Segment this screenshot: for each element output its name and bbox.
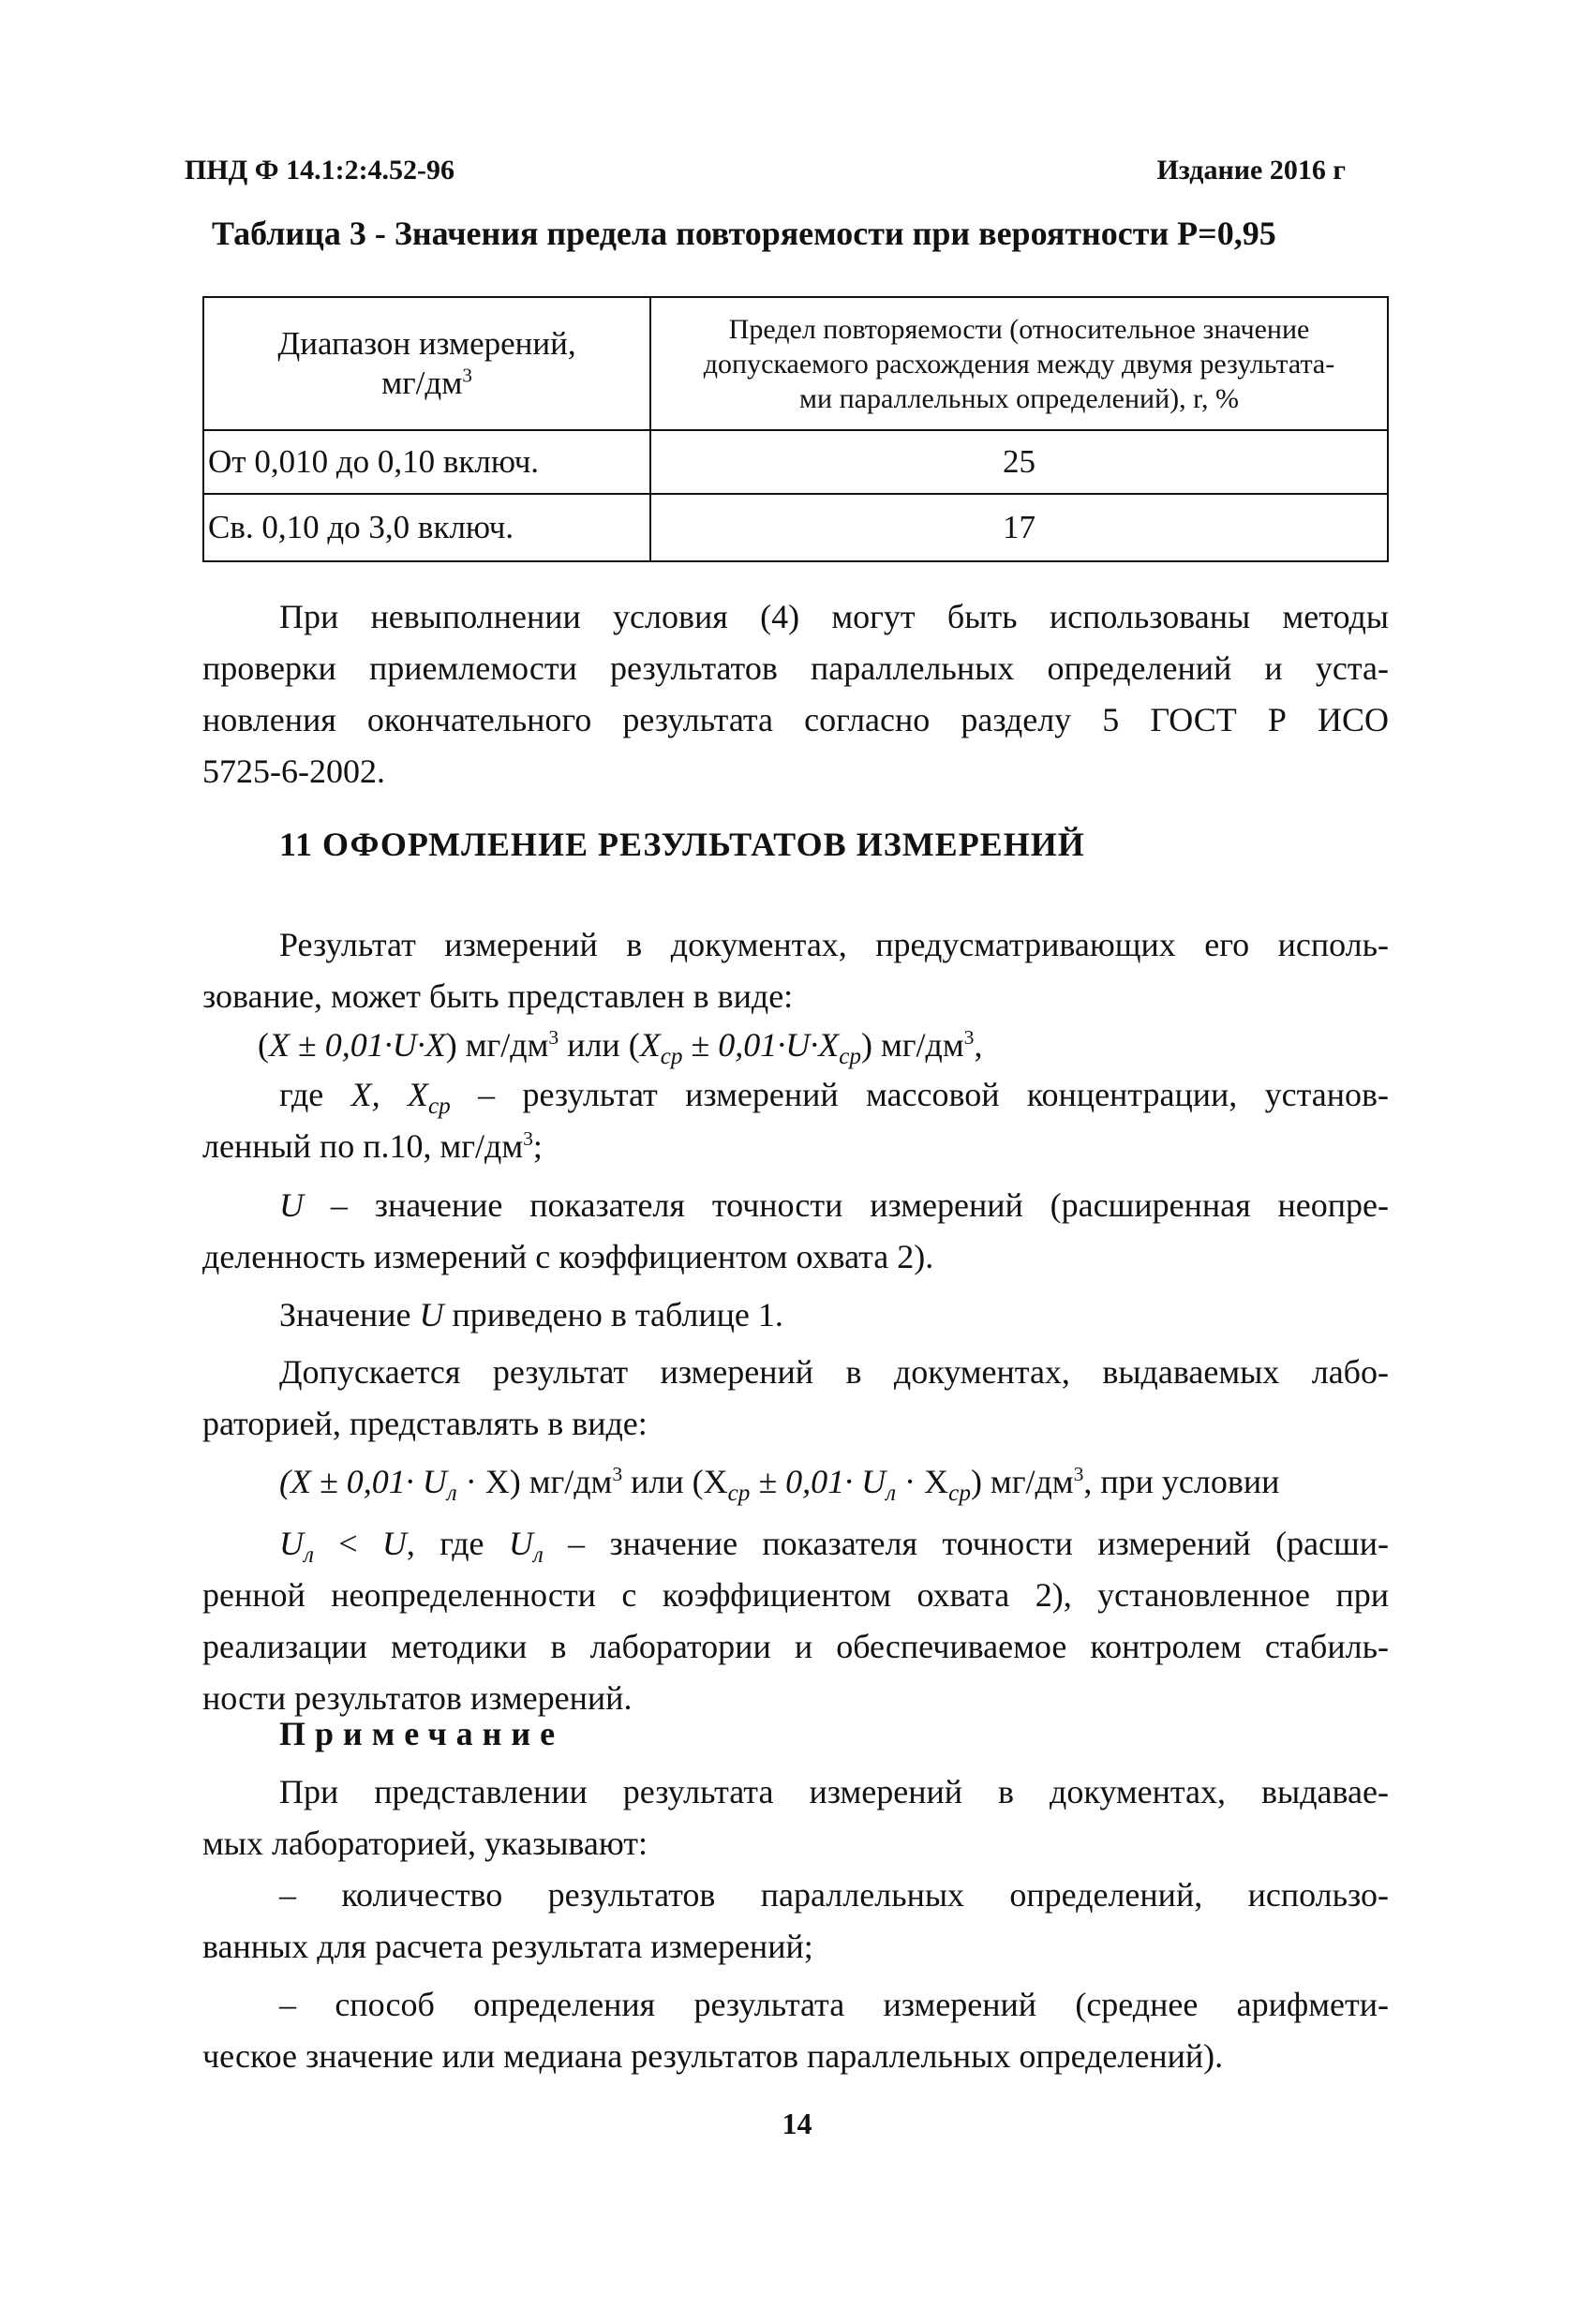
header-limit-line1: Предел повторяемости (относительное значение	[728, 313, 1310, 345]
note-item: – количество результатов параллельных определений, использо-	[279, 1876, 1389, 1914]
note-line: При представлении результата измерений в документах, выдавае-	[279, 1773, 1389, 1810]
table-header-range	[203, 297, 650, 430]
where-line: ленный по п.10, $мг/дм^3$;	[202, 1127, 543, 1165]
note-heading: Примечание	[279, 1715, 565, 1752]
document-code: ПНД Ф 14.1:2:4.52-96	[185, 155, 455, 186]
u-definition-line: деленность измерений с коэффициентом охвата 2).	[202, 1238, 934, 1275]
condition-line: реализации методики в лаборатории и обеспечиваемое контролем стабиль-	[202, 1628, 1389, 1665]
header-range-unit-sup: 3	[462, 364, 472, 387]
allowed-line: раторией, представлять в виде:	[202, 1405, 648, 1442]
condition-line: $U_л < U$, где $U_л$ – значение показателя точности измерений (расши-	[279, 1525, 1389, 1569]
intro-line: При невыполнении условия (4) могут быть использованы методы	[279, 598, 1389, 635]
note-item: ванных для расчета результата измерений;	[202, 1928, 813, 1965]
header-range-line1: Диапазон измерений,	[277, 325, 576, 362]
header-limit-line3: ми параллельных определений), r, %	[799, 382, 1239, 414]
table-cell-value: 25	[650, 430, 1388, 494]
note-item: – способ определения результата измерений (среднее арифмети-	[279, 1986, 1389, 2023]
condition-line: ренной неопределенности с коэффициентом охвата 2), установленное при	[202, 1576, 1389, 1614]
header-range-unit: мг/дм	[381, 365, 463, 401]
note-item: ческое значение или медиана результатов параллельных определений).	[202, 2037, 1224, 2075]
where-line: где X, $X_{ср}$ – результат измерений массовой концентрации, установ-	[279, 1076, 1390, 1120]
table-header-row	[203, 297, 1388, 430]
allowed-line: Допускается результат измерений в документах, выдаваемых лабо-	[279, 1353, 1389, 1391]
note-line: мых лабораторией, указывают:	[202, 1825, 648, 1862]
header-limit-line2: допускаемого расхождения между двумя результата-	[703, 348, 1335, 380]
page-number: 14	[782, 2107, 812, 2140]
result-line: Результат измерений в документах, предусматривающих его исполь-	[279, 926, 1389, 963]
section-title: 11 ОФОРМЛЕНИЕ РЕЗУЛЬТАТОВ ИЗМЕРЕНИЙ	[279, 826, 1085, 863]
condition-line: ности результатов измерений.	[202, 1679, 633, 1717]
repeatability-table	[202, 296, 1389, 562]
table-header-limit	[650, 297, 1388, 430]
table-row	[203, 494, 1388, 561]
formula-result: (X ± 0,01·U·X) $мг/дм^3$ или $(X_{ср} \pm 0,01\cdot U\cdot X_{ср})$ $мг/дм^3$,	[258, 1026, 983, 1070]
u-definition-line: U – значение показателя точности измерений (расширенная неопре-	[279, 1186, 1389, 1224]
edition-label: Издание 2016 г	[1156, 155, 1346, 186]
table-cell-range: Св. 0,10 до 3,0 включ.	[203, 494, 650, 561]
intro-line: 5725-6-2002.	[202, 752, 385, 790]
result-line: зование, может быть представлен в виде:	[202, 977, 794, 1015]
intro-line: проверки приемлемости результатов параллельных определений и уста-	[202, 649, 1389, 687]
table-cell-range: От 0,010 до 0,10 включ.	[203, 430, 650, 494]
table-caption: Таблица 3 - Значения предела повторяемости при вероятности Р=0,95	[212, 215, 1276, 252]
intro-line: новления окончательного результата согласно разделу 5 ГОСТ Р ИСО	[202, 701, 1389, 738]
table-cell-value: 17	[650, 494, 1388, 561]
u-reference: Значение U приведено в таблице 1.	[279, 1296, 783, 1333]
formula-lab: $(X \pm 0,01\cdot U_л \cdot X)$ $мг/дм^3$ или $(X_{ср} \pm 0,01\cdot U_л \cdot X_{ср})$ $мг/дм^3$, при условии	[279, 1463, 1280, 1507]
table-row	[203, 430, 1388, 494]
